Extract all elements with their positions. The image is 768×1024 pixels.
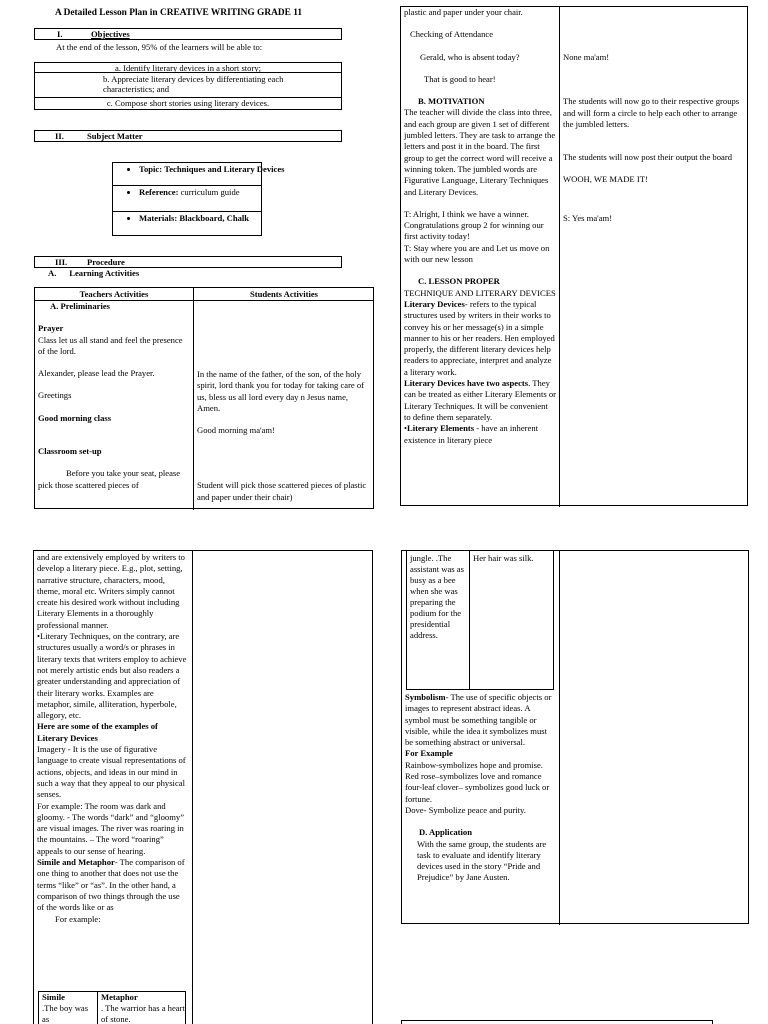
- metaphor-header: Metaphor: [101, 992, 138, 1002]
- simile-metaphor-table-cont: [406, 551, 554, 690]
- reference-item: • Reference: curriculum guide: [139, 187, 285, 198]
- metaphor-cell: . The warrior has a heart of stone.: [101, 1003, 185, 1024]
- subject-matter-box: [112, 162, 285, 236]
- document-title: A Detailed Lesson Plan in CREATIVE WRITING GRADE 11: [55, 8, 303, 18]
- subject-matter-header: II. Subject Matter: [34, 130, 342, 142]
- procedure-sub: A. Learning Activities: [48, 268, 140, 278]
- page-3: [0, 512, 384, 1024]
- page-2: [384, 0, 768, 512]
- simile-header: Simile: [42, 992, 65, 1002]
- objectives-list: [34, 62, 342, 110]
- metaphor-cell-cont: Her hair was silk.: [473, 553, 534, 563]
- col-header-teachers: Teachers Activities: [79, 289, 149, 299]
- teacher-column-4: Symbolism- The use of specific objects or images to represent abstract ideas. A symbol must be something tangible or visible, while the idea it symbolizes must be something abstract or universal. For Example Rainbow-symbolizes hope and promise. Red rose–symbolizes love and romance four-leaf clover– symbolizes good luck or fortune. Dove- Symbolize peace and purity. D. Application With the same group, the students are task to evaluate and identify literary devices used in the story “Pride and Prejudice” by Jane Austen.: [405, 692, 552, 883]
- simile-cell: .The boy was as: [42, 1003, 89, 1024]
- objectives-intro: At the end of the lesson, 95% of the learners will be able to:: [56, 42, 263, 52]
- student-column: In the name of the father, of the son, of the holy spirit, lord thank you for today for taking care of us, bless us all lord every day n Jesus name, Amen. Good morning ma'am! Student will pick those scattered pieces of plastic and paper under their chair): [197, 369, 367, 502]
- objective-c: c. Compose short stories using literary devices.: [106, 98, 270, 108]
- teacher-column: A. Preliminaries Prayer Class let us all stand and feel the presence of the lord. Alexander, please lead the Prayer. Greetings Good morning class Classroom set-up Before you take your seat, please pick those scattered pieces of: [38, 301, 183, 490]
- next-section-box: [401, 1020, 713, 1024]
- objectives-header: I. Objectives: [34, 28, 342, 40]
- objective-b: b. Appreciate literary devices by differentiating each characteristics; and: [103, 74, 284, 94]
- simile-cell-cont: jungle. .The assistant was as busy as a bee when she was preparing the podium for the presidential address.: [410, 553, 464, 640]
- objective-a: a. Identify literary devices in a short story;: [114, 63, 262, 73]
- page-1: [0, 0, 384, 512]
- col-header-students: Students Activities: [249, 289, 319, 299]
- teacher-column-2: plastic and paper under your chair. Checking of Attendance Gerald, who is absent today? That is good to hear! B. MOTIVATION The teacher will divide the class into three, and each group are given 1 set of different jumbled letters. They are task to arrange the letters and post it in the board. The first group to get the correct word will receive a winning token. The jumbled words are Figurative Language, Literary Techniques and Literary Devices. T: Alright, I think we have a winner. Congratulations group 2 for winning our first activity today! T: Stay where you are and Let us move on with our new lesson C. LESSON PROPER TECHNIQUE AND LITERARY DEVICES Literary Devices- refers to the typical structures used by writers in their works to convey his or her message(s) in a simple manner to his or her readers. Hen employed properly, the different literary devices help readers to appreciate, interpret and analyze a literary work. Literary Devices have two aspects. They can be treated as either Literary Elements or Literary Techniques. It will be convenient to define them separately. •Literary Elements - have an inherent existence in literary piece: [404, 7, 556, 445]
- simile-metaphor-table: [38, 991, 186, 1024]
- activities-table-cont-2: [33, 550, 373, 1024]
- page-4: [384, 512, 768, 1024]
- student-column-2: None ma'am! The students will now go to their respective groups and will form a circle to help each other to arrange the jumbled letters. The students will now post their output the board WOOH, WE MADE IT! S: Yes ma'am!: [563, 52, 740, 223]
- activities-table-cont: [400, 6, 748, 506]
- activities-table: [34, 287, 374, 509]
- topic-item: • Topic: Techniques and Literary Devices: [139, 164, 285, 175]
- teacher-column-3: and are extensively employed by writers to develop a literary piece. E.g., plot, setting, narrative structure, characters, mood, theme, moral etc. Writers simply cannot create his desired work without including Literary Elements in a thoroughly professional manner. •Literary Techniques, on the contrary, are structures usually a word/s or phrases in literary texts that writers employ to achieve not merely artistic ends but also readers a greater understanding and appreciation of their literary works. Examples are metaphor, simile, alliteration, hyperbole, allegory, etc. Here are some of the examples of Literary Devices Imagery - It is the use of figurative language to create visual representations of actions, objects, and ideas in our mind in such a way that they appeal to our physical senses. For example: The room was dark and gloomy. - The words “dark” and “gloomy” are visual images. The river was roaring in the mountains. – The word “roaring” appeals to our sense of hearing. Simile and Metaphor- The comparison of one thing to another that does not use the terms “like” or “as”. In the other hand, a comparison of two things through the use of the words like or as For example:: [37, 552, 187, 924]
- activities-table-cont-3: [401, 550, 749, 924]
- materials-item: • Materials: Blackboard, Chalk: [139, 213, 285, 224]
- procedure-header: III. Procedure: [34, 256, 342, 268]
